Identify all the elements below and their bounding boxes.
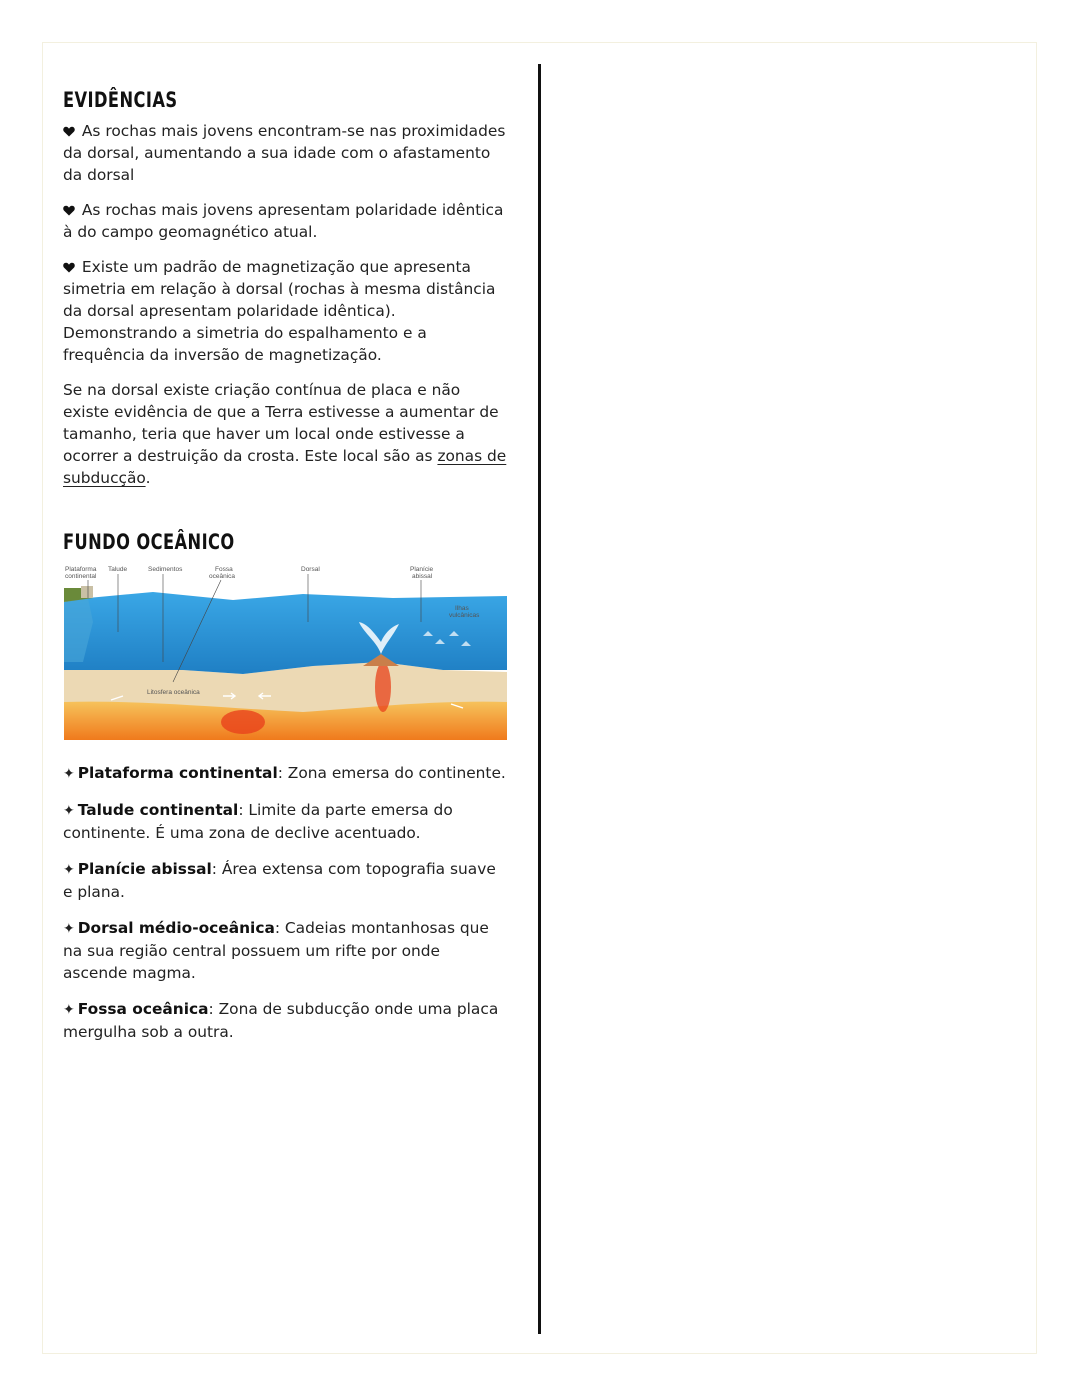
section-fundo-oceanico (63, 530, 508, 1043)
evidence-bullet-1: As rochas mais jovens encontram-se nas proximidades da dorsal, aumentando a sua idade com o afastamento da dorsal (63, 122, 506, 184)
section-title-evidencias: EVIDÊNCIAS (63, 88, 178, 112)
svg-text:Fossa: Fossa (215, 566, 233, 573)
definition-item: ✦ Dorsal médio-oceânica: Cadeias montanhosas que na sua região central possuem um rifte por onde ascende magma. (63, 919, 489, 982)
evidence-bullet-3: Existe um padrão de magnetização que apresenta simetria em relação à dorsal (rochas à mesma distância da dorsal apresentam polaridade idêntica). Demonstrando a simetria do espalhamento e a frequência da inversão de magnetização. (63, 258, 496, 364)
column-divider (538, 64, 541, 1334)
svg-text:Plataforma: Plataforma (65, 566, 97, 573)
sparkle-icon: ✦ (63, 803, 75, 819)
svg-text:Dorsal: Dorsal (301, 566, 320, 573)
svg-text:Sedimentos: Sedimentos (148, 566, 183, 573)
definition-item: ✦ Talude continental: Limite da parte emersa do continente. É uma zona de declive acentuado. (63, 801, 453, 842)
svg-text:continental: continental (65, 573, 97, 580)
heart-icon (63, 120, 77, 142)
svg-text:oceânica: oceânica (209, 573, 236, 580)
definition-item: ✦ Fossa oceânica: Zona de subducção onde uma placa mergulha sob a outra. (63, 1000, 499, 1041)
subduction-paragraph: Se na dorsal existe criação contínua de placa e não existe evidência de que a Terra estivesse a aumentar de tamanho, teria que haver um local onde estivesse a ocorrer a destruição da crosta. Este local são as zonas de subducção. (63, 381, 507, 487)
section-title-fundo-oceanico: FUNDO OCEÂNICO (63, 530, 235, 554)
evidence-bullet-2: As rochas mais jovens apresentam polaridade idêntica à do campo geomagnético atual. (63, 201, 504, 241)
definition-item: ✦ Planície abissal: Área extensa com topografia suave e plana. (63, 860, 496, 901)
svg-text:abissal: abissal (412, 573, 433, 580)
svg-text:Talude: Talude (108, 566, 128, 573)
left-column (63, 88, 508, 1057)
subduction-link-text: zonas de subducção (63, 447, 507, 487)
definitions-list (63, 762, 508, 1043)
svg-text:vulcânicas: vulcânicas (449, 612, 480, 619)
definition-item: ✦ Plataforma continental: Zona emersa do continente. (63, 764, 506, 782)
sparkle-icon: ✦ (63, 766, 75, 782)
sparkle-icon: ✦ (63, 921, 75, 937)
ocean-floor-diagram (63, 562, 508, 742)
svg-text:Planície: Planície (410, 566, 434, 573)
sparkle-icon: ✦ (63, 1002, 75, 1018)
svg-text:Litosfera oceânica: Litosfera oceânica (147, 689, 200, 696)
svg-text:Ilhas: Ilhas (455, 605, 469, 612)
heart-icon (63, 199, 77, 221)
heart-icon (63, 256, 77, 278)
sparkle-icon: ✦ (63, 862, 75, 878)
